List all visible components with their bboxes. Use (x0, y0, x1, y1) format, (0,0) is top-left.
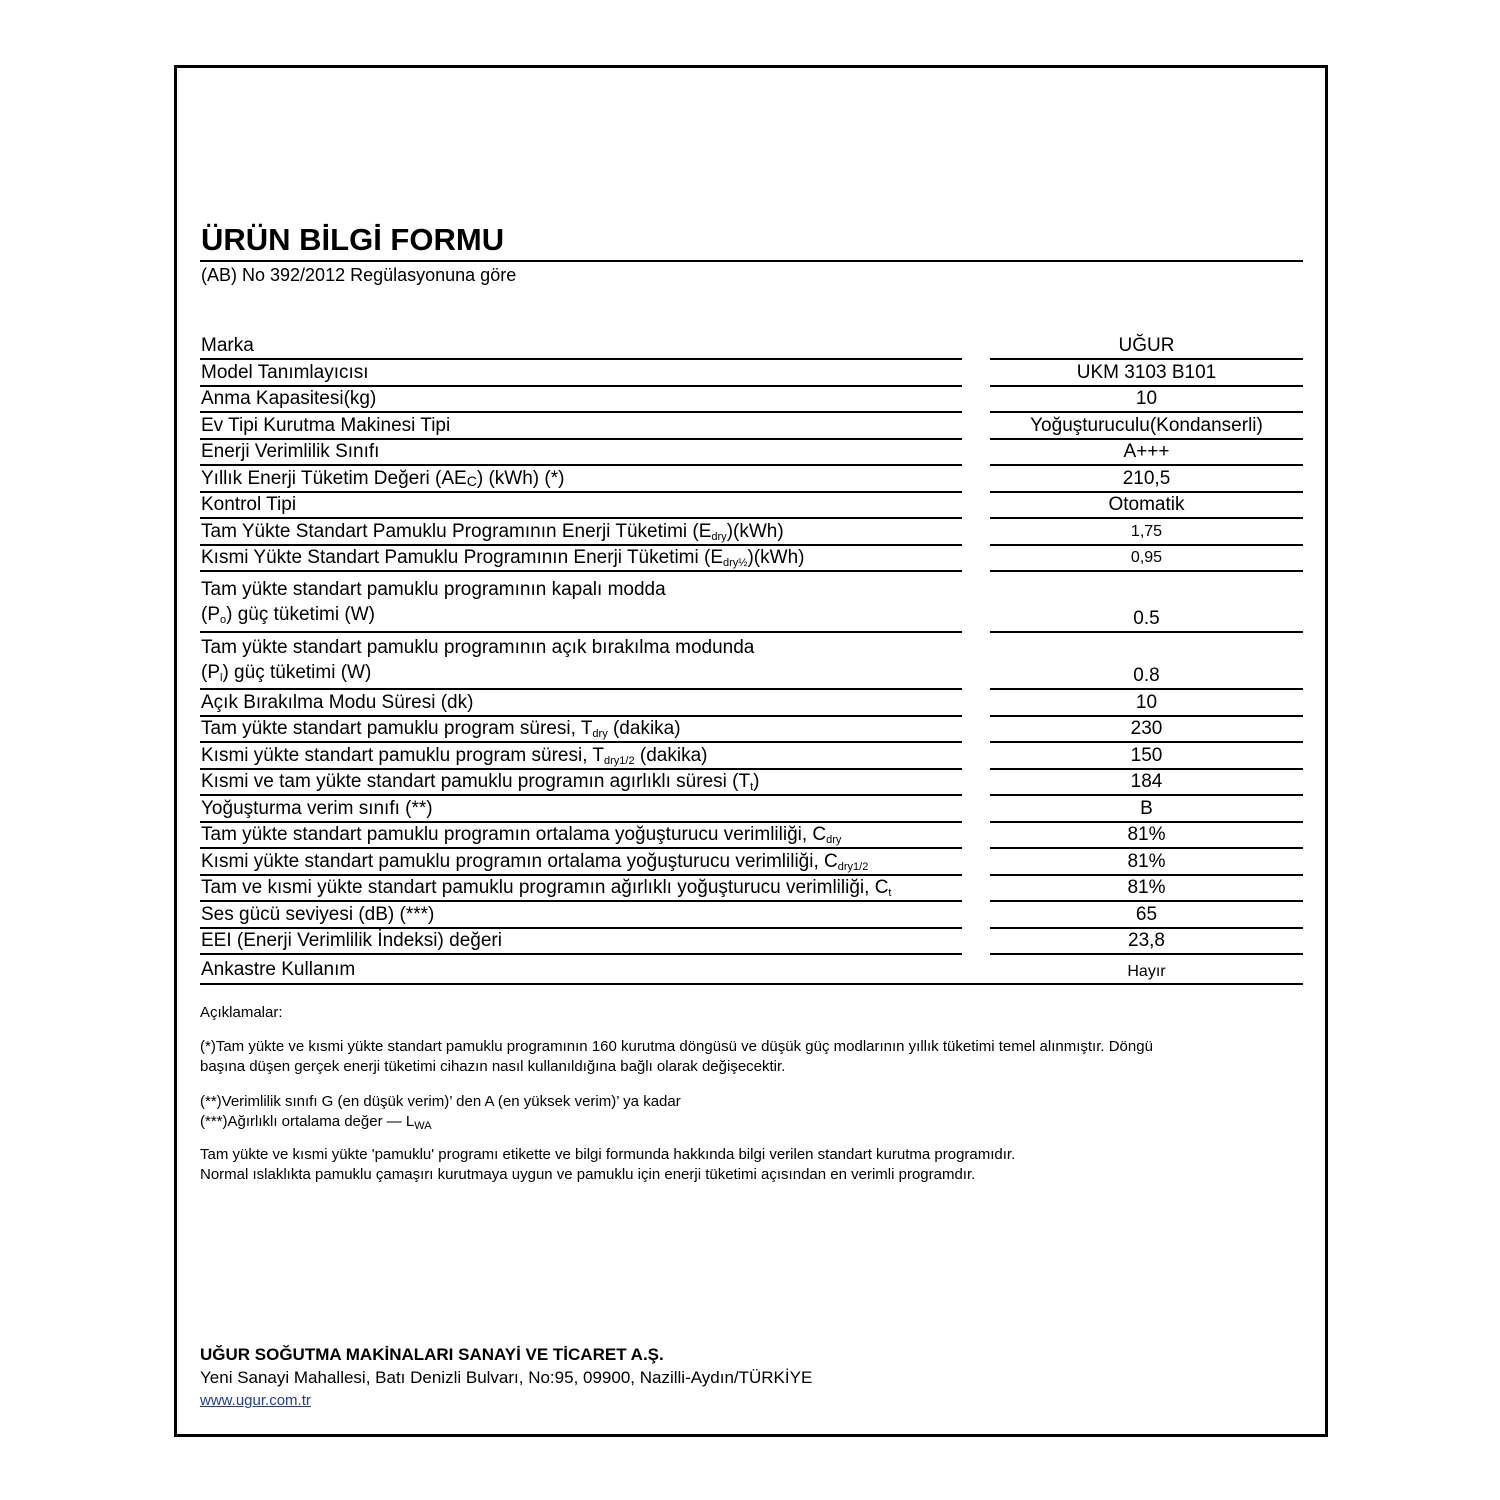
note-text: Normal ıslaklıkta pamuklu çamaşırı kurutmaya uygun ve pamuklu için enerji tüketimi açısından en verimli programdır. (200, 1166, 976, 1183)
label-subscript: dry (592, 728, 608, 740)
note-standard-program (200, 1145, 1300, 1185)
label-text: Yıllık Enerji Tüketim Değeri (AE (201, 468, 467, 489)
row-label: EEI (Enerji Verimlilik İndeksi) değeri (200, 928, 962, 955)
notes-heading: Açıklamalar: (200, 1004, 283, 1021)
row-value: Otomatik (990, 492, 1303, 519)
label-subscript: t (750, 781, 754, 793)
form-subtitle: (AB) No 392/2012 Regülasyonuna göre (201, 265, 517, 285)
company-name: UĞUR SOĞUTMA MAKİNALARI SANAYİ VE TİCARET A.Ş. (200, 1345, 664, 1364)
label-subscript: o (220, 614, 227, 626)
row-value: 65 (990, 902, 1303, 929)
label-text: Kısmi yükte standart pamuklu programın ortalama yoğuşturucu verimliliği, C (201, 851, 838, 872)
row-label: Ev Tipi Kurutma Makinesi Tipi (200, 413, 962, 440)
label-text: ) (kWh) (*) (476, 468, 565, 489)
note-annual-consumption (200, 1037, 1300, 1077)
note-text: başına düşen gerçek enerji tüketimi cihazın nasıl kullanıldığına bağlı olarak değişecektir. (200, 1058, 786, 1075)
row-value: 230 (990, 716, 1303, 743)
row-value: Hayır (1127, 963, 1166, 980)
note-subscript: WA (414, 1120, 432, 1132)
label-subscript: dry1/2 (604, 755, 635, 767)
row-label: Kontrol Tipi (200, 492, 962, 519)
form-title: ÜRÜN BİLGİ FORMU (201, 222, 505, 257)
row-value: UKM 3103 B101 (990, 360, 1303, 387)
label-text: Tam ve kısmi yükte standart pamuklu programın ağırlıklı yoğuşturucu verimliliği, C (201, 877, 889, 898)
label-text: Tam yükte standart pamuklu programının açık bırakılma modunda (201, 637, 755, 658)
label-text: Tam yükte standart pamuklu programın ortalama yoğuşturucu verimliliği, C (201, 824, 827, 845)
row-value: 210,5 (990, 466, 1303, 493)
row-value: 1,75 (990, 519, 1303, 546)
row-label: Ankastre Kullanım (201, 959, 356, 980)
row-value: B (990, 796, 1303, 823)
row-label: Enerji Verimlilik Sınıfı (200, 439, 962, 466)
notes-section (200, 1003, 1300, 1185)
label-subscript: dry (711, 531, 727, 543)
row-value: 0.5 (990, 606, 1303, 633)
label-subscript: dry½ (723, 557, 748, 569)
label-subscript: t (888, 887, 892, 899)
row-value: 150 (990, 743, 1303, 770)
row-value: 10 (990, 690, 1303, 717)
label-text: ) güç tüketimi (W) (226, 604, 375, 625)
row-value: A+++ (990, 439, 1303, 466)
row-value: 23,8 (990, 928, 1303, 955)
label-text: Tam yükte standart pamuklu program süresi, T (201, 718, 593, 739)
note-text: (***)Ağırlıklı ortalama değer — L (200, 1113, 415, 1130)
label-subscript: dry1/2 (837, 861, 869, 873)
row-label: Yoğuşturma verim sınıfı (**) (200, 796, 962, 823)
row-label: Anma Kapasitesi(kg) (200, 386, 962, 413)
label-text: Tam yükte standart pamuklu programının kapalı modda (201, 579, 666, 600)
row-label: Marka (200, 333, 962, 360)
note-text: (*)Tam yükte ve kısmi yükte standart pamuklu programının 160 kurutma döngüsü ve düşük güç modlarının yıllık tüketimi temel alınmıştır. Döngü (200, 1038, 1153, 1055)
row-value: 81% (990, 822, 1303, 849)
company-footer (200, 1343, 812, 1412)
row-value: 81% (990, 849, 1303, 876)
label-text: Kısmi Yükte Standart Pamuklu Programının Enerji Tüketimi (E (201, 547, 724, 568)
label-subscript: dry (826, 834, 842, 846)
label-text: (dakika) (607, 718, 681, 739)
row-value: Yoğuşturuculu(Kondanserli) (990, 413, 1303, 440)
title-divider (200, 260, 1303, 262)
row-label: Açık Bırakılma Modu Süresi (dk) (200, 690, 962, 717)
row-label: Model Tanımlayıcısı (200, 360, 962, 387)
row-value: 10 (990, 386, 1303, 413)
row-label: Ses gücü seviyesi (dB) (***) (200, 902, 962, 929)
label-subscript: l (220, 672, 223, 684)
row-value: UĞUR (990, 333, 1303, 360)
row-value: 0,95 (990, 545, 1303, 572)
label-text: ) (753, 771, 760, 792)
label-text: (P (201, 604, 220, 625)
note-efficiency-class: (**)Verimlilik sınıfı G (en düşük verim)’ den A (en yüksek verim)’ ya kadar (200, 1093, 681, 1110)
label-text: )(kWh) (747, 547, 805, 568)
label-subscript: C (466, 473, 477, 489)
label-text: Tam Yükte Standart Pamuklu Programının Enerji Tüketimi (E (201, 521, 712, 542)
label-text: Kısmi ve tam yükte standart pamuklu programın agırlıklı süresi (T (201, 771, 751, 792)
label-text: ) güç tüketimi (W) (222, 662, 372, 683)
label-text: )(kWh) (726, 521, 784, 542)
note-weighted-average (200, 1112, 1300, 1132)
row-value: 0.8 (990, 663, 1303, 690)
row-value: 81% (990, 875, 1303, 902)
label-text: (dakika) (634, 745, 708, 766)
label-text: Kısmi yükte standart pamuklu program süresi, T (201, 745, 605, 766)
row-value: 184 (990, 769, 1303, 796)
company-website-link[interactable]: www.ugur.com.tr (200, 1392, 311, 1409)
company-address: Yeni Sanayi Mahallesi, Batı Denizli Bulvarı, No:95, 09900, Nazilli-Aydın/TÜRKİYE (200, 1368, 813, 1387)
note-text: Tam yükte ve kısmi yükte 'pamuklu' programı etikette ve bilgi formunda hakkında bilgi verilen standart kurutma programıdır. (200, 1146, 1016, 1163)
label-text: (P (201, 662, 220, 683)
